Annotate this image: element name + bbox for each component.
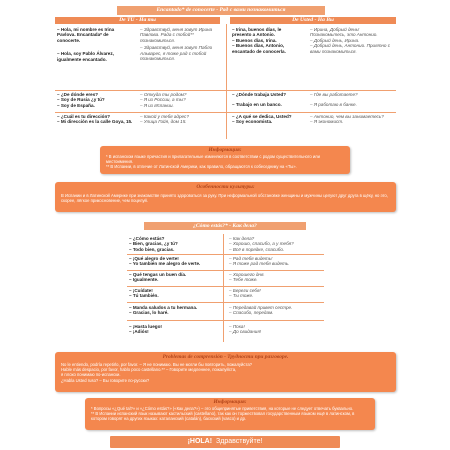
list-item: – Передавай привет сестре. – Спасибо, передам. bbox=[229, 305, 293, 316]
problems-title: Problemas de comprensión - Трудности при разговоре. bbox=[162, 354, 289, 360]
header-tu: De TÚ - На ты bbox=[55, 17, 220, 24]
list-item: – ¡Qué alegro de verte! – Yo también me alegro de verte. bbox=[129, 256, 201, 267]
table-row: – Ирина, Добрый день! Познакомьтесь, это Антонио. – Добрый день, Ирина. – Добрый день, Антонио. Приятно с вами познакомиться. bbox=[310, 27, 391, 54]
table-row: – ¿De dónde eres? – Soy de Rusia ¿y tú? – Soy de España. bbox=[57, 92, 105, 108]
problems-box: Problemas de comprensión - Трудности при разговоре. No le entiendo, podría repetirlo, por favor. – Я не понимаю. Вы не могли бы повторить, пожалуйста? Hable más despacio, por favor, hablo poco castellano.** – Говорите медленнее, пожалуйста, я плохо понимаю по-испански. ¿Habla Usted ruso? – Вы говорите по-русски? bbox=[55, 352, 396, 392]
culture-box bbox=[55, 182, 396, 212]
footer-es: ¡HOLA! bbox=[187, 438, 213, 445]
list-item: – Как дела? – Хорошо, спасибо, а у тебя? – Всё в порядке, спасибо. bbox=[229, 236, 294, 252]
list-item: – Хорошего дня. – Тебе тоже. bbox=[229, 272, 265, 283]
list-item: – Береги себя! – Ты тоже. bbox=[229, 288, 261, 299]
row-divider bbox=[127, 254, 324, 255]
row-divider bbox=[55, 90, 396, 91]
table-row: – Irina, buenos días, le presento a Antonio. – Buenos días, Irina. – Buenos días, Antonio, encantado de conocerla. bbox=[232, 27, 286, 54]
list-item: – ¿Cómo estás? – Bien, gracias, ¿y tú? – Todo bien, gracias. bbox=[129, 236, 178, 252]
info-title: Информация: bbox=[208, 147, 242, 153]
row-divider bbox=[55, 112, 396, 113]
header-usted: De Usted - На Вы bbox=[230, 17, 396, 24]
table-row: – ¿Cuál es tu dirección? – Mi dirección es la calle Goya, 15. bbox=[57, 114, 133, 125]
list-item: – ¡Hasta luego! – ¡Adiós! bbox=[129, 324, 162, 335]
footer-ru: Здравствуйте! bbox=[216, 438, 263, 445]
info-title-2: Информация: bbox=[213, 399, 247, 405]
list-item: – Рад тебя видеть! – Я тоже рад тебя видеть. bbox=[229, 256, 290, 267]
row-divider bbox=[127, 270, 324, 271]
info-box-2: Информация: * Вопросы «¿Qué tal?» и «¿Cómo estás?» («Как дела?») – это общепринятые приветствия, на которые не следует отвечать буквально. ** В Испании испанский язык называют кастильский (castellano), так как он торжествовал государственным языком ещё в латинском, в котором говорят на других языках: каталанский (catalán), баскский (vasco) и др. bbox=[85, 398, 375, 430]
pairs-divider bbox=[223, 234, 224, 342]
table-row: – Где вы работаете? – Я работаю в банке. bbox=[310, 92, 358, 108]
table-row: – Hola, mi nombre es Irina Pavlova. Encantada* de conocerte. – Hola, soy Pablo Álvarez, igualmente encantado. bbox=[57, 27, 115, 62]
section2-title-bar bbox=[144, 222, 306, 230]
culture-text: В Испании и в Латинской Америке при знакомстве принято здороваться за руку. При неформальной обстановке женщины и мужчины целуют друг друга в щёку, но это, скорее, лёгкое прикосновение, чем поцелуй. bbox=[61, 193, 388, 204]
list-item: – Manda saludos a tu hermana. – Gracias, lo haré. bbox=[129, 305, 198, 316]
culture-title: Особенности культуры: bbox=[196, 184, 255, 190]
table-divider bbox=[226, 24, 227, 139]
row-divider bbox=[127, 320, 324, 321]
list-item: – Пока! – До свидания! bbox=[229, 324, 262, 335]
table-row: – ¿Dónde trabaja Usted? – Trabajo en un banco. bbox=[232, 92, 287, 108]
section2-title: ¿Cómo estás?* - Как дела? bbox=[193, 223, 257, 229]
row-divider bbox=[127, 286, 324, 287]
table-row: – Откуда ты родом? – Я из России, а ты? – Я из Испании. bbox=[140, 92, 187, 108]
footer-bar bbox=[110, 436, 340, 448]
list-item: – ¡Cuídate! – Tú también. bbox=[129, 288, 159, 299]
list-item: – Qué tengas un buen día. – Igualmente. bbox=[129, 272, 187, 283]
table-row: – Антонио, чем вы занимаетесь? – Я экономист. bbox=[310, 114, 384, 125]
info-box: Информация: * В испанском языке причастия и прилагательные изменяются в соответствии с родом существительного или местоимения. ** В Испании, в отличие от Латинской Америки, как правило, обращаются к собеседнику на «Ты». bbox=[100, 146, 350, 174]
table-row: – ¿A qué se dedica, Usted? – Soy economista. bbox=[232, 114, 292, 125]
top-title: Encantado* de conocerte - Рад с вами познакомиться bbox=[156, 7, 286, 13]
row-divider bbox=[127, 302, 324, 303]
top-title-bar bbox=[117, 6, 325, 15]
table-row: – Здравствуй, меня зовут Ирина Павлова. Рада с тобой** познакомиться. – Здравствуй, меня зовут Пабло Альварес, я тоже рад с тобой познакомиться. bbox=[140, 27, 213, 62]
table-row: – Какой у тебя адрес? – Улица Гойя, дом 15. bbox=[140, 114, 189, 125]
